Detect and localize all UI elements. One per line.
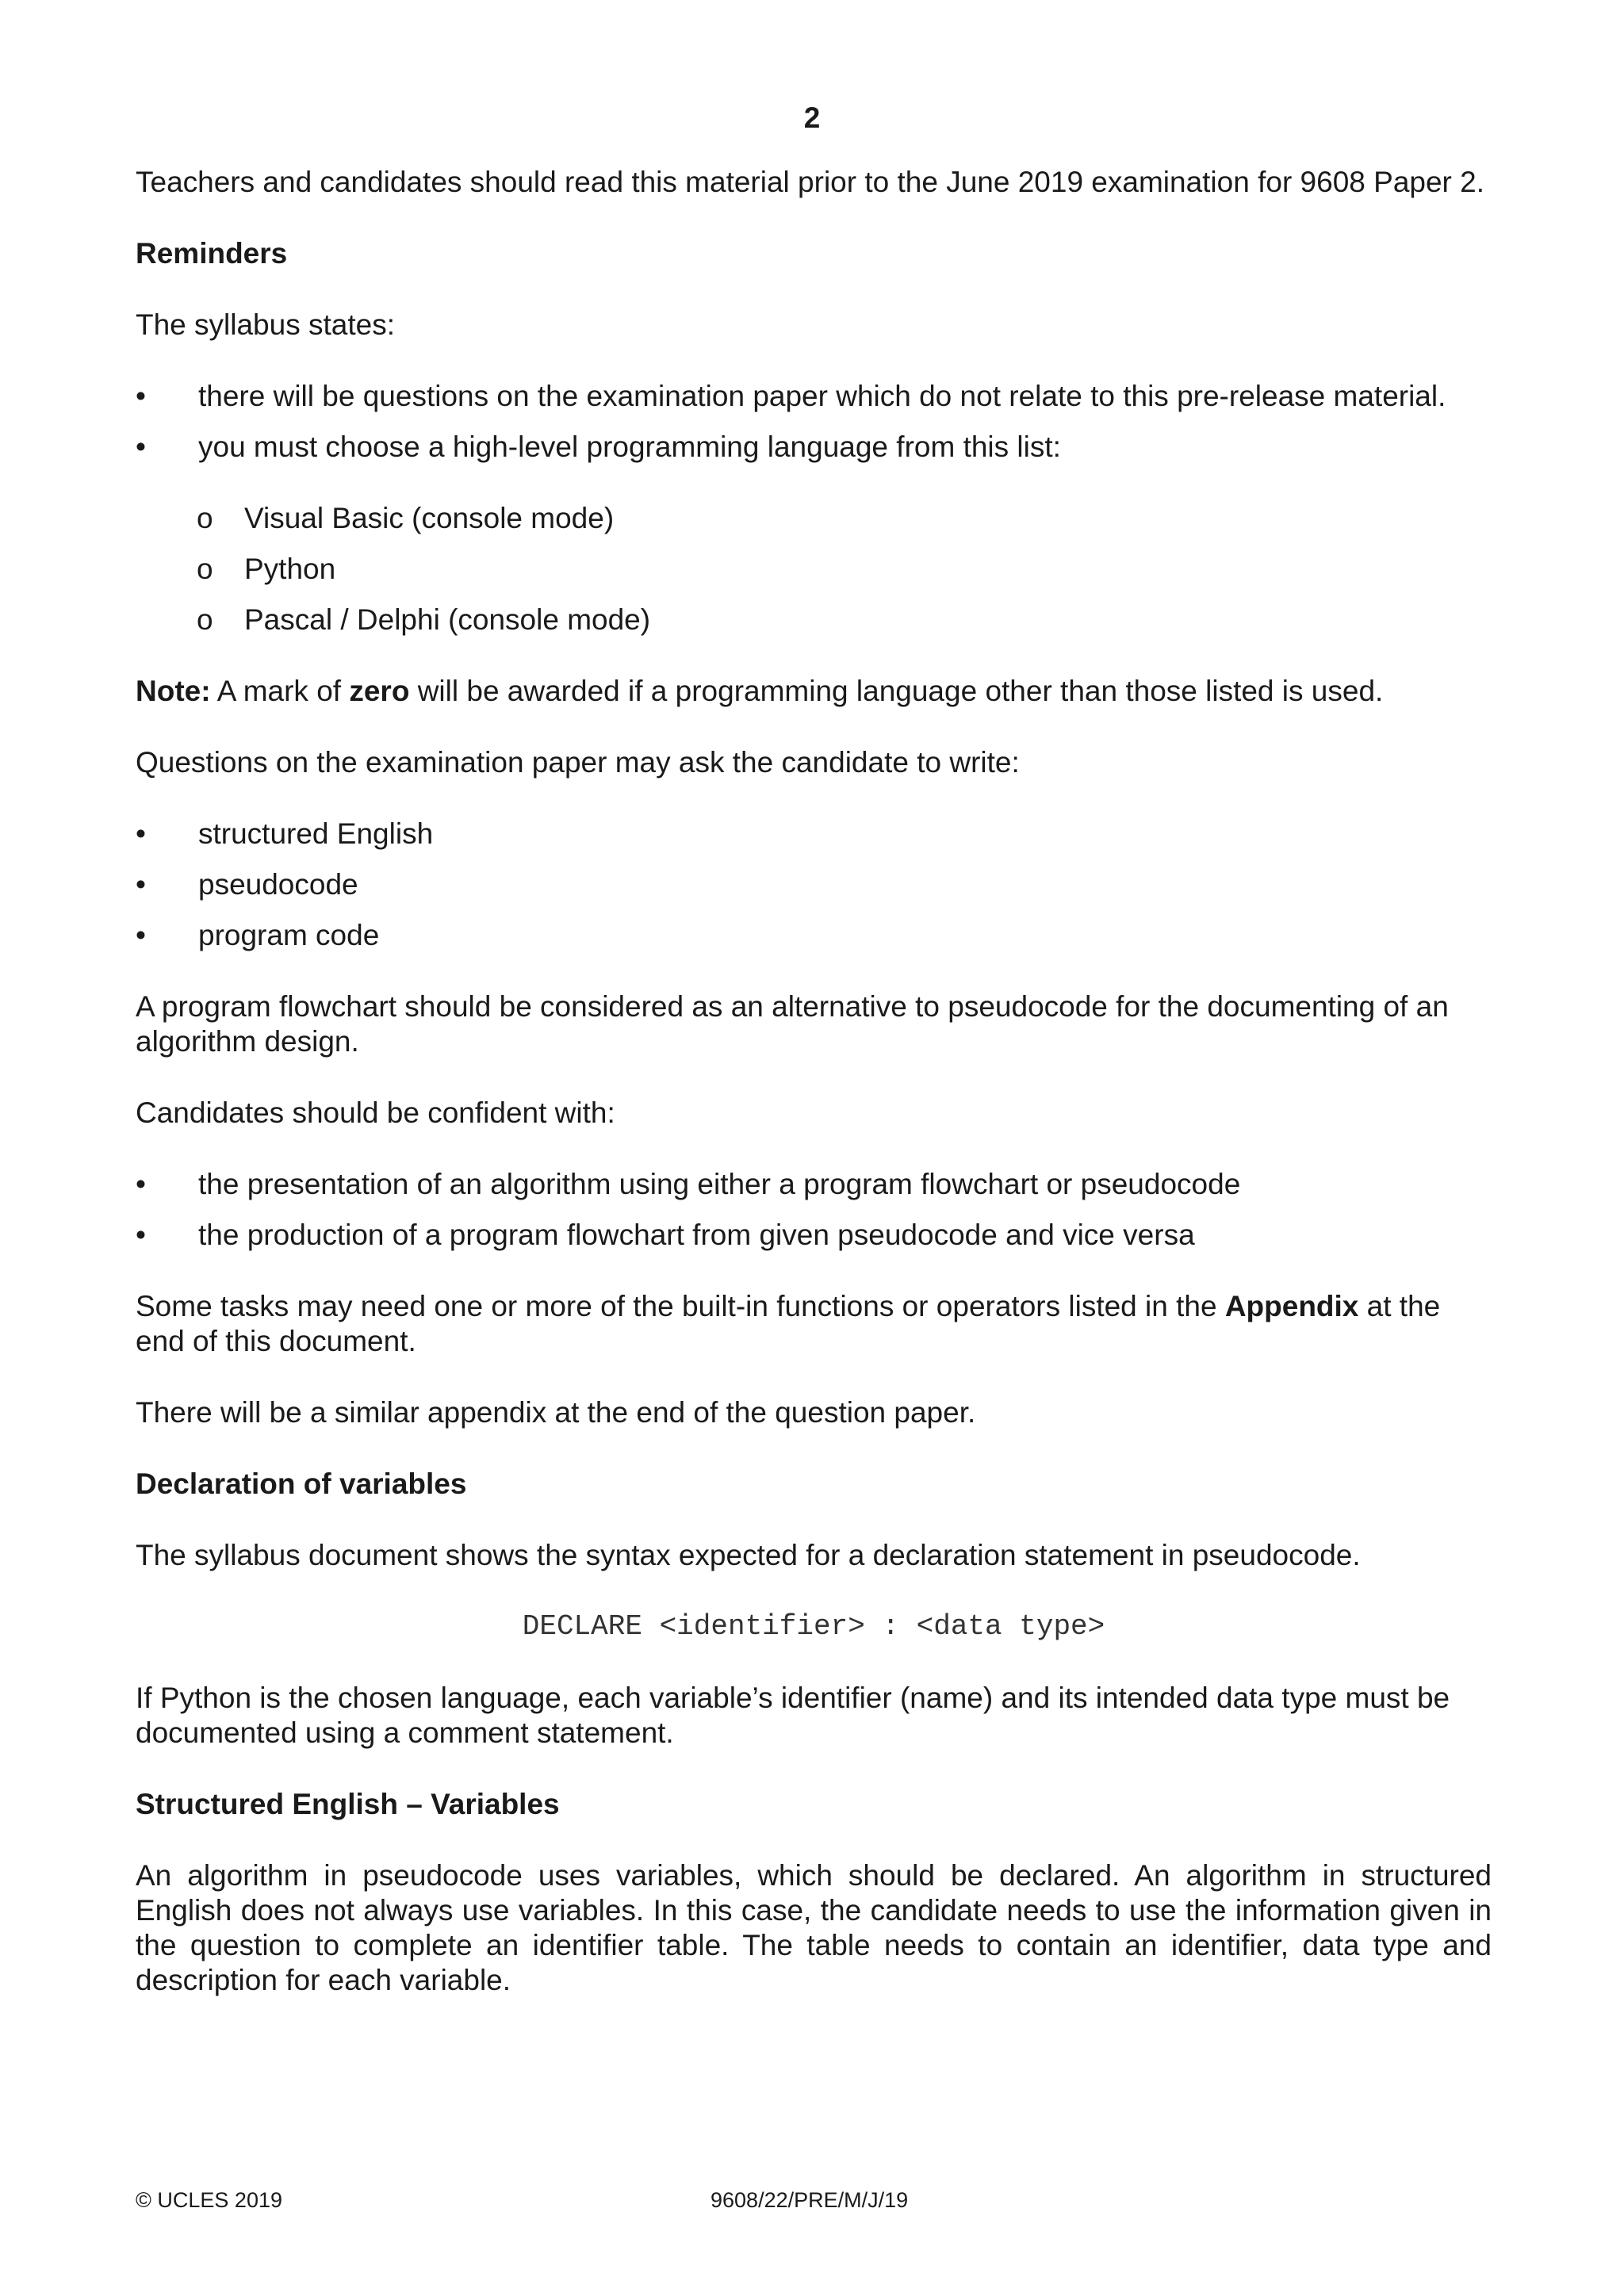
language-name: Visual Basic (console mode)	[244, 502, 615, 534]
list-item	[136, 379, 1492, 414]
circle-bullet-icon: o	[197, 603, 213, 636]
declaration-heading: Declaration of variables	[136, 1468, 467, 1500]
note-label: Note:	[136, 675, 211, 707]
list-item-text: the production of a program flowchart from given pseudocode and vice versa	[198, 1219, 1195, 1251]
appendix-emphasis: Appendix	[1224, 1290, 1359, 1322]
note-text: will be awarded if a programming language other than those listed is used.	[409, 675, 1384, 707]
bullet-icon: •	[136, 1168, 146, 1200]
similar-appendix-paragraph: There will be a similar appendix at the end of the question paper.	[136, 1396, 976, 1429]
reminders-heading: Reminders	[136, 237, 288, 270]
declare-code-line: DECLARE <identifier> : <data type>	[522, 1610, 1105, 1643]
flowchart-paragraph: A program flowchart should be considered as an alternative to pseudocode for the documenting of an algorithm design.	[136, 990, 1449, 1058]
list-item-text: the presentation of an algorithm using either a program flowchart or pseudocode	[198, 1168, 1241, 1200]
bullet-icon: •	[136, 817, 146, 850]
list-item-text: program code	[198, 919, 380, 951]
list-item	[136, 1218, 1492, 1253]
page-content	[136, 165, 1492, 1998]
list-item	[136, 817, 1492, 851]
structured-english-paragraph: An algorithm in pseudocode uses variables, which should be declared. An algorithm in structured English does not always use variables. In this case, the candidate needs to use the information given in the question to complete an identifier table. The table needs to contain an identifier, data type and description for each variable.	[136, 1859, 1492, 1996]
list-item	[136, 552, 1492, 587]
note-text: A mark of	[210, 675, 350, 707]
structured-english-heading: Structured English – Variables	[136, 1788, 560, 1820]
bullet-icon: •	[136, 1219, 146, 1251]
syllabus-states: The syllabus states:	[136, 308, 395, 341]
bullet-icon: •	[136, 868, 146, 901]
declaration-paragraph: The syllabus document shows the syntax expected for a declaration statement in pseudocode.	[136, 1539, 1361, 1571]
list-item	[136, 430, 1492, 465]
page-number: 2	[803, 101, 821, 134]
note-paragraph	[136, 674, 1492, 709]
list-item-text: you must choose a high-level programming language from this list:	[198, 430, 1061, 463]
tasks-text: at the end of this document.	[136, 1290, 1441, 1357]
circle-bullet-icon: o	[197, 553, 213, 585]
circle-bullet-icon: o	[197, 502, 213, 534]
confident-intro: Candidates should be confident with:	[136, 1096, 615, 1129]
syllabus-bullet-list	[136, 379, 1492, 465]
list-item	[136, 867, 1492, 902]
note-emphasis: zero	[349, 675, 410, 707]
bullet-icon: •	[136, 919, 146, 951]
language-name: Pascal / Delphi (console mode)	[244, 603, 651, 636]
footer-copyright: © UCLES 2019	[136, 2188, 282, 2212]
footer-document-code: 9608/22/PRE/M/J/19	[710, 2188, 909, 2212]
questions-intro: Questions on the examination paper may ask the candidate to write:	[136, 746, 1020, 779]
list-item-text: there will be questions on the examination paper which do not relate to this pre-release material.	[198, 380, 1446, 412]
list-item	[136, 1167, 1492, 1202]
python-note-paragraph: If Python is the chosen language, each variable’s identifier (name) and its intended data type must be documented using a comment statement.	[136, 1682, 1450, 1749]
list-item	[136, 603, 1492, 637]
bullet-icon: •	[136, 430, 146, 463]
language-name: Python	[244, 553, 336, 585]
list-item-text: structured English	[198, 817, 434, 850]
intro-paragraph: Teachers and candidates should read this material prior to the June 2019 examination for 9608 Paper 2.	[136, 166, 1485, 198]
write-bullet-list	[136, 817, 1492, 953]
confident-bullet-list	[136, 1167, 1492, 1253]
list-item	[136, 501, 1492, 536]
tasks-paragraph	[136, 1289, 1492, 1359]
tasks-text: Some tasks may need one or more of the built-in functions or operators listed in the	[136, 1290, 1225, 1322]
language-list	[136, 501, 1492, 637]
list-item	[136, 918, 1492, 953]
list-item-text: pseudocode	[198, 868, 358, 901]
bullet-icon: •	[136, 380, 146, 412]
